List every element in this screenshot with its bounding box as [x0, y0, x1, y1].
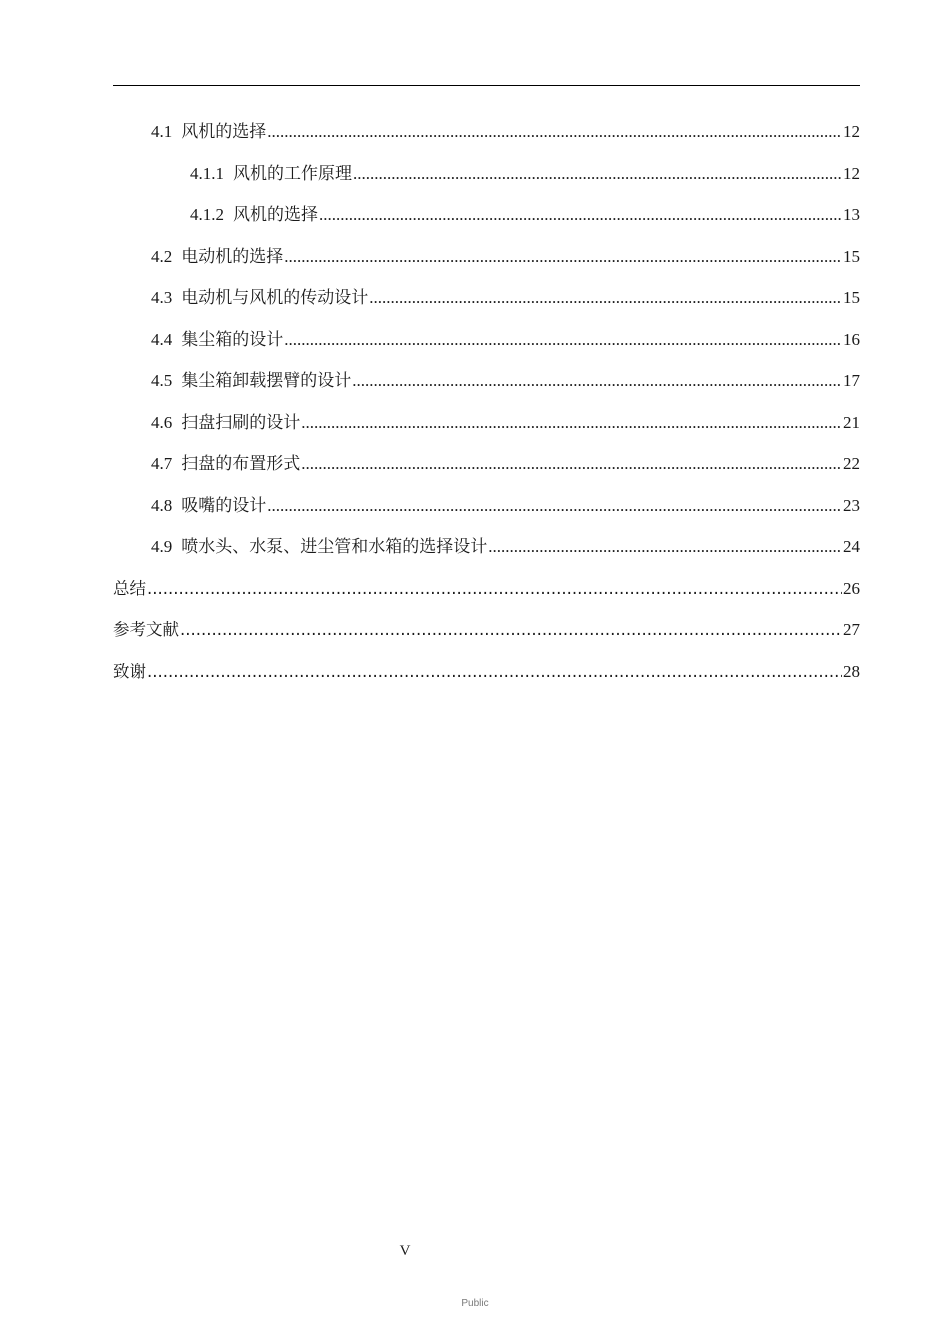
toc-dot-leader	[488, 526, 842, 568]
toc-entry-title: 风机的选择	[233, 205, 318, 224]
toc-entry-number: 4.7	[151, 454, 173, 473]
toc-entry-number: 4.1.1	[190, 163, 224, 183]
toc-dot-leader	[267, 111, 842, 153]
toc-entry-number: 4.2	[151, 246, 173, 266]
toc-entry-number: 4.6	[151, 412, 173, 432]
toc-entry-title: 总结	[113, 578, 146, 598]
toc-entry-title: 喷水头、水泵、进尘管和水箱的选择设计	[181, 537, 488, 556]
toc-dot-leader	[369, 277, 842, 319]
toc-dot-leader	[147, 651, 842, 693]
toc-entry[interactable]	[113, 360, 860, 402]
toc-entry-title: 扫盘扫刷的设计	[181, 412, 301, 432]
toc-entry-number: 4.8	[151, 495, 173, 515]
toc-entry-page: 15	[843, 246, 860, 266]
toc-dot-leader	[301, 443, 842, 485]
toc-entry[interactable]	[113, 568, 860, 610]
toc-entry-title: 风机的工作原理	[233, 163, 352, 183]
toc-dot-leader	[284, 236, 842, 278]
toc-entry-title: 电动机与风机的传动设计	[181, 288, 369, 307]
toc-dot-leader	[284, 319, 842, 361]
toc-entry-page: 12	[843, 122, 860, 141]
toc-entry-page: 23	[843, 495, 860, 515]
toc-entry-number: 4.3	[151, 288, 173, 307]
toc-entry[interactable]	[113, 111, 860, 153]
toc-entry-title: 风机的选择	[181, 122, 267, 141]
toc-entry-number: 4.1	[151, 122, 173, 141]
toc-dot-leader	[319, 194, 842, 236]
toc-entry-title: 扫盘的布置形式	[181, 454, 301, 473]
toc-entry-title: 吸嘴的设计	[181, 495, 267, 515]
toc-entry-page: 24	[843, 537, 860, 556]
toc-entry[interactable]	[113, 194, 860, 236]
toc-entry-page: 26	[843, 578, 860, 598]
toc-entry-title: 电动机的选择	[181, 246, 284, 266]
toc-entry-number: 4.1.2	[190, 205, 224, 224]
toc-entry[interactable]	[113, 277, 860, 319]
toc-entry-title: 集尘箱的设计	[181, 329, 284, 349]
toc-entry[interactable]	[113, 319, 860, 361]
toc-entry[interactable]	[113, 609, 860, 651]
toc-dot-leader	[352, 360, 842, 402]
table-of-contents	[113, 111, 860, 692]
toc-entry-number: 4.4	[151, 329, 173, 349]
toc-entry-page: 12	[843, 163, 860, 183]
toc-dot-leader	[267, 485, 842, 527]
toc-entry-page: 27	[843, 620, 860, 639]
toc-entry[interactable]	[113, 402, 860, 444]
toc-entry-title: 集尘箱卸载摆臂的设计	[181, 371, 352, 390]
toc-entry[interactable]	[113, 236, 860, 278]
toc-entry[interactable]	[113, 526, 860, 568]
page-number: V	[399, 1243, 411, 1259]
toc-entry-page: 21	[843, 412, 860, 432]
toc-entry-page: 16	[843, 329, 860, 349]
toc-entry[interactable]	[113, 443, 860, 485]
toc-entry-page: 22	[843, 454, 860, 473]
toc-entry-page: 13	[843, 205, 860, 224]
toc-entry-page: 15	[843, 288, 860, 307]
toc-dot-leader	[353, 153, 842, 195]
toc-entry-title: 参考文献	[113, 620, 179, 639]
toc-dot-leader	[147, 568, 842, 610]
toc-entry-page: 17	[843, 371, 860, 390]
toc-entry-number: 4.5	[151, 371, 173, 390]
toc-entry-page: 28	[843, 661, 860, 681]
toc-entry[interactable]	[113, 153, 860, 195]
toc-dot-leader	[301, 402, 842, 444]
toc-entry-number: 4.9	[151, 537, 173, 556]
toc-entry[interactable]	[113, 485, 860, 527]
header-rule	[113, 85, 860, 86]
toc-entry-title: 致谢	[113, 661, 146, 681]
toc-entry[interactable]	[113, 651, 860, 693]
classification-label: Public	[461, 1298, 489, 1309]
toc-dot-leader	[180, 609, 842, 651]
